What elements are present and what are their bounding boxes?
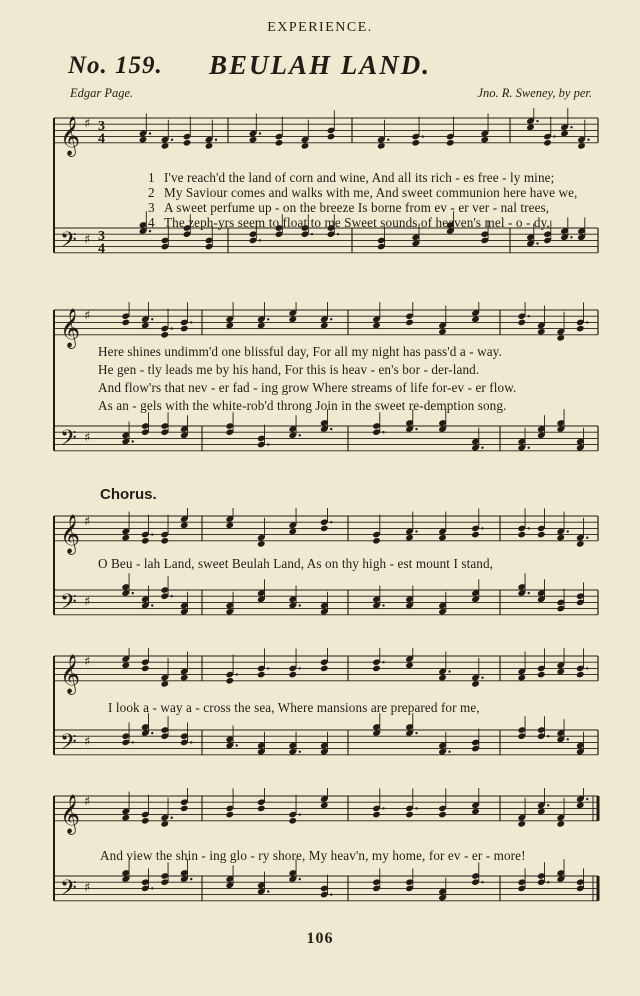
note-head — [576, 325, 585, 333]
dot — [330, 521, 332, 523]
note-head — [411, 139, 420, 147]
dot — [151, 604, 153, 606]
note-head — [225, 322, 234, 330]
dot — [528, 315, 530, 317]
hymn-number: No. 159. — [68, 52, 163, 79]
dot — [236, 673, 238, 675]
note-head — [577, 142, 586, 150]
dot — [299, 751, 301, 753]
verse-number: 2 — [148, 185, 155, 200]
lyric-text: He gen - tly leads me by his hand, For this is heav - en's bor - der-land. — [98, 362, 480, 377]
dot — [132, 592, 134, 594]
note-head — [121, 319, 130, 327]
treble-staff — [54, 302, 598, 349]
dot — [536, 120, 538, 122]
dot — [330, 893, 332, 895]
note-head — [205, 142, 214, 150]
dot — [171, 139, 173, 141]
lyric-text: My Saviour comes and walks with me, And sweet communion here have we, — [164, 185, 578, 200]
dot — [236, 744, 238, 746]
dot — [267, 667, 269, 669]
sharp-icon: ♯ — [84, 654, 91, 670]
note-head — [526, 124, 535, 132]
dot — [267, 443, 269, 445]
dot — [299, 878, 301, 880]
dot — [547, 881, 549, 883]
dot — [387, 139, 389, 141]
dot — [587, 139, 589, 141]
treble-staff — [54, 788, 598, 835]
dot — [415, 807, 417, 809]
note-head — [320, 665, 329, 673]
chorus-label: Chorus. — [100, 486, 157, 503]
time-signature-bottom: 4 — [98, 131, 105, 147]
dot — [171, 595, 173, 597]
note-head — [161, 142, 170, 150]
dot — [528, 527, 530, 529]
dot — [382, 807, 384, 809]
note-head — [446, 139, 455, 147]
dot — [299, 813, 301, 815]
sharp-icon: ♯ — [84, 308, 91, 324]
bass-clef-icon: 𝄢 — [60, 875, 77, 906]
dot — [481, 527, 483, 529]
verse-number: 4 — [148, 215, 155, 230]
dot — [586, 321, 588, 323]
dot — [330, 428, 332, 430]
note-head — [405, 319, 414, 327]
treble-staff — [54, 648, 598, 695]
note-head — [257, 805, 266, 813]
dot — [547, 735, 549, 737]
treble-staff — [54, 108, 598, 157]
dot — [536, 242, 538, 244]
dot — [547, 804, 549, 806]
note-head — [372, 811, 381, 819]
treble-clef-icon: 𝄞 — [60, 793, 81, 834]
sharp-icon: ♯ — [84, 430, 91, 446]
note-head — [327, 133, 336, 141]
note-head — [225, 677, 234, 685]
music-system-5 — [52, 788, 604, 918]
lyric-line-verse-3 — [98, 380, 600, 396]
dot — [586, 798, 588, 800]
music-system-4 — [52, 648, 604, 768]
lyric-line-verse-1 — [148, 170, 600, 186]
note-head — [288, 316, 297, 324]
note-head — [141, 665, 150, 673]
lyric-text: As an - gels with the white-rob'd throng Join in the sweet re-demption song. — [98, 398, 507, 413]
lyric-text: The zeph-yrs seem to float to me Sweet sounds of heaven's mel - o - dy, — [164, 215, 550, 230]
lyric-line-chorus — [98, 556, 600, 572]
note-head — [121, 662, 130, 670]
note-head — [405, 811, 414, 819]
dot — [171, 817, 173, 819]
note-head — [121, 534, 130, 542]
sharp-icon: ♯ — [84, 794, 91, 810]
bass-staff — [54, 573, 598, 620]
note-head — [471, 808, 480, 816]
dot — [481, 677, 483, 679]
treble-staff — [54, 508, 598, 555]
hymn-title: BEULAH LAND. — [208, 50, 432, 80]
note-head — [543, 139, 552, 147]
dot — [267, 890, 269, 892]
note-head — [438, 674, 447, 682]
music-credit: Jno. R. Sweney, by per. — [477, 86, 592, 100]
lyric-line-verse-1 — [98, 344, 600, 360]
time-signature-top: 3 — [98, 228, 105, 244]
note-head — [372, 665, 381, 673]
treble-clef-icon: 𝄞 — [60, 513, 81, 554]
bass-clef-icon: 𝄢 — [60, 425, 77, 456]
note-head — [576, 802, 585, 810]
dot — [151, 732, 153, 734]
bass-staff — [54, 859, 598, 906]
dot — [190, 878, 192, 880]
music-system-3 — [52, 508, 604, 628]
note-head — [160, 820, 169, 828]
note-head — [139, 136, 148, 144]
lyric-text: I've reach'd the land of corn and wine, And all its rich - es free - ly mine; — [164, 170, 555, 185]
dot — [382, 604, 384, 606]
note-head — [288, 528, 297, 536]
note-head — [180, 674, 189, 682]
dot — [553, 135, 555, 137]
dot — [567, 738, 569, 740]
dot — [132, 741, 134, 743]
dot — [422, 135, 424, 137]
lyric-text: And flow'rs that nev - er fad - ing grow Where streams of life for-ev - er flow. — [98, 380, 517, 395]
dot — [311, 233, 313, 235]
note-head — [471, 531, 480, 539]
dot — [528, 592, 530, 594]
note-head — [576, 540, 585, 548]
note-head — [405, 662, 414, 670]
dot — [299, 604, 301, 606]
lyric-line-chorus — [100, 848, 600, 864]
note-head — [471, 680, 480, 688]
dot — [299, 667, 301, 669]
note-head — [121, 814, 130, 822]
note-head — [257, 671, 266, 679]
time-signature-top: 3 — [98, 118, 105, 134]
dot — [151, 318, 153, 320]
note-head — [301, 142, 310, 150]
note-head — [517, 820, 526, 828]
note-head — [471, 316, 480, 324]
dot — [586, 667, 588, 669]
note-head — [320, 322, 329, 330]
note-head — [576, 671, 585, 679]
lyric-text: O Beu - lah Land, sweet Beulah Land, As on thy high - est mount I stand, — [98, 556, 494, 571]
note-head — [372, 322, 381, 330]
dot — [259, 239, 261, 241]
dot — [330, 318, 332, 320]
note-head — [556, 820, 565, 828]
note-head — [517, 319, 526, 327]
words-credit: Edgar Page. — [70, 86, 134, 100]
dot — [190, 741, 192, 743]
note-head — [141, 817, 150, 825]
dot — [567, 530, 569, 532]
note-head — [257, 322, 266, 330]
dot — [215, 139, 217, 141]
dot — [382, 661, 384, 663]
verse-number: 1 — [148, 170, 155, 185]
note-head — [560, 130, 569, 138]
music-system-2 — [52, 302, 604, 472]
note-head — [180, 522, 189, 530]
dot — [586, 537, 588, 539]
dot — [151, 887, 153, 889]
note-head — [225, 522, 234, 530]
note-head — [556, 668, 565, 676]
music-system-1 — [52, 108, 604, 278]
note-head — [320, 525, 329, 533]
note-head — [180, 805, 189, 813]
sharp-icon: ♯ — [84, 514, 91, 530]
note-head — [288, 817, 297, 825]
note-head — [405, 534, 414, 542]
sharp-icon: ♯ — [84, 734, 91, 750]
dot — [132, 440, 134, 442]
lyric-line-verse-4 — [98, 398, 600, 414]
treble-clef-icon: 𝄞 — [60, 653, 81, 694]
note-head — [160, 331, 169, 339]
dot — [382, 431, 384, 433]
lyric-line-verse-4 — [148, 215, 600, 231]
note-head — [438, 534, 447, 542]
note-head — [141, 537, 150, 545]
dot — [448, 751, 450, 753]
dot — [151, 533, 153, 535]
bass-clef-icon: 𝄢 — [60, 227, 77, 258]
note-head — [438, 328, 447, 336]
lyric-line-chorus — [108, 700, 600, 716]
dot — [448, 670, 450, 672]
note-head — [537, 531, 546, 539]
note-head — [275, 139, 284, 147]
sharp-icon: ♯ — [84, 232, 91, 248]
dot — [337, 233, 339, 235]
lyric-line-verse-2 — [98, 362, 600, 378]
dot — [190, 321, 192, 323]
bass-staff — [54, 409, 598, 456]
lyric-text: Here shines undimm'd one blissful day, For all my night has pass'd a - way. — [98, 344, 502, 359]
lyric-text: A sweet perfume up - on the breeze Is borne from ev - er ver - nal trees, — [164, 200, 550, 215]
note-head — [537, 671, 546, 679]
sharp-icon: ♯ — [84, 594, 91, 610]
note-head — [249, 136, 258, 144]
note-head — [141, 322, 150, 330]
page-number: 106 — [306, 930, 334, 947]
dot — [267, 318, 269, 320]
verse-number: 3 — [148, 200, 155, 215]
note-head — [438, 811, 447, 819]
dot — [171, 327, 173, 329]
treble-clef-icon: 𝄞 — [60, 307, 81, 348]
dot — [149, 132, 151, 134]
note-head — [517, 674, 526, 682]
treble-clef-icon: 𝄞 — [60, 115, 81, 156]
dot — [259, 132, 261, 134]
dot — [415, 428, 417, 430]
note-head — [537, 808, 546, 816]
note-head — [556, 334, 565, 342]
dot — [299, 434, 301, 436]
note-head — [377, 142, 386, 150]
note-head — [480, 136, 489, 144]
note-head — [160, 680, 169, 688]
sharp-icon: ♯ — [84, 116, 91, 132]
running-head: EXPERIENCE. — [267, 20, 373, 35]
dot — [481, 447, 483, 449]
bass-clef-icon: 𝄢 — [60, 729, 77, 760]
lyric-text: And view the shin - ing glo - ry shore, My heav'n, my home, for ev - er - more! — [100, 848, 526, 863]
note-head — [225, 811, 234, 819]
note-head — [183, 139, 192, 147]
dot — [415, 530, 417, 532]
time-signature-bottom: 4 — [98, 241, 105, 257]
bass-staff — [54, 713, 598, 760]
sharp-icon: ♯ — [84, 880, 91, 896]
lyric-line-verse-2 — [148, 185, 600, 201]
lyric-line-verse-3 — [148, 200, 600, 216]
dot — [415, 732, 417, 734]
note-head — [160, 537, 169, 545]
bass-clef-icon: 𝄢 — [60, 589, 77, 620]
dot — [570, 126, 572, 128]
note-head — [288, 671, 297, 679]
note-head — [517, 531, 526, 539]
dot — [528, 447, 530, 449]
dot — [481, 881, 483, 883]
note-head — [257, 540, 266, 548]
note-head — [372, 537, 381, 545]
dot — [570, 236, 572, 238]
note-head — [180, 325, 189, 333]
note-head — [320, 802, 329, 810]
note-head — [556, 534, 565, 542]
note-head — [537, 328, 546, 336]
lyric-text: I look a - way a - cross the sea, Where mansions are prepared for me, — [108, 700, 480, 715]
